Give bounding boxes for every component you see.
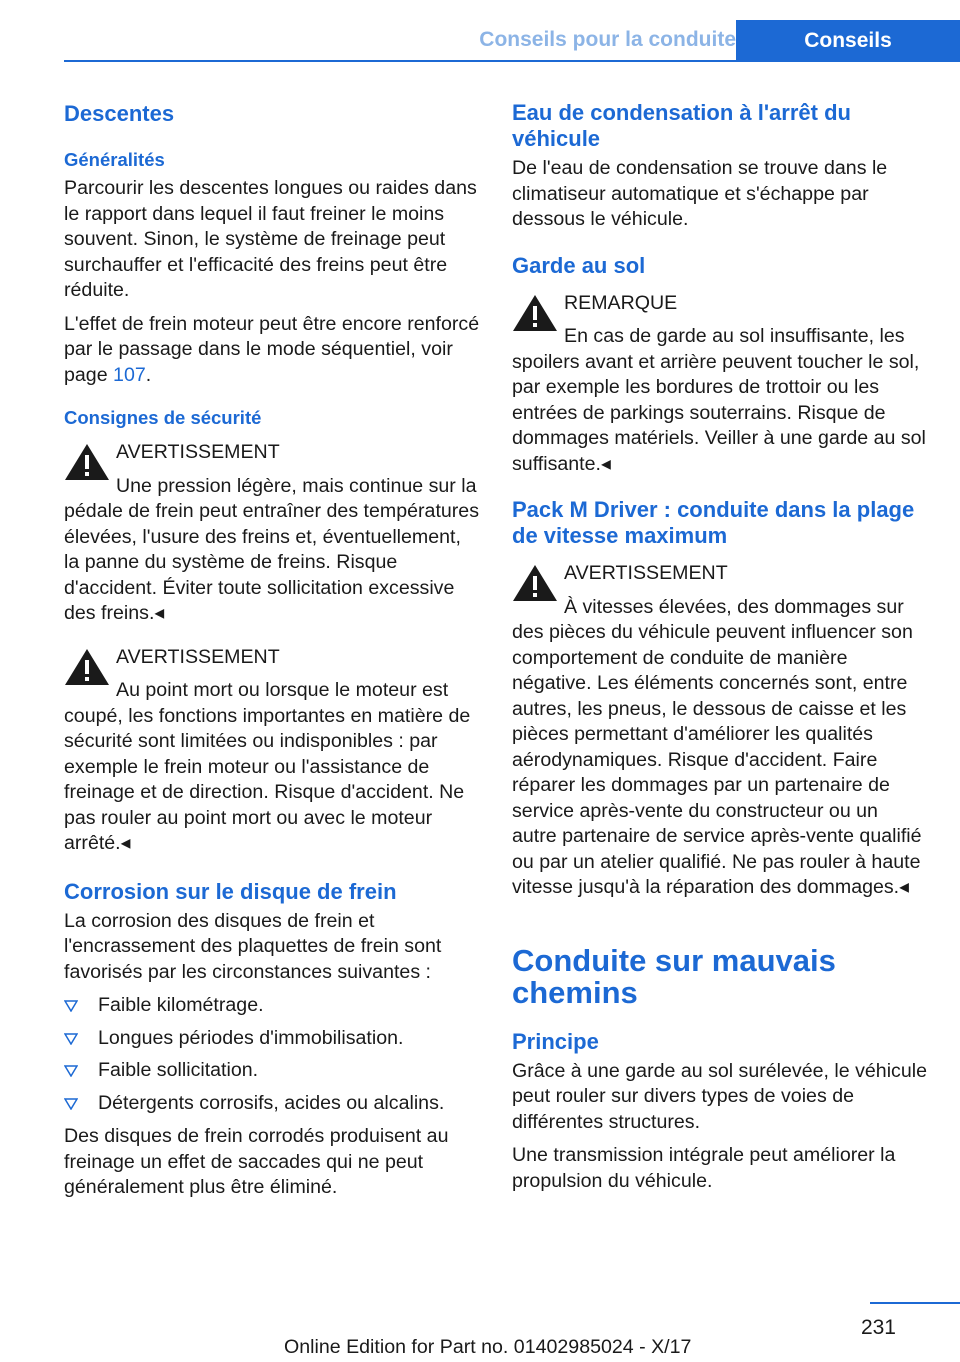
warning-text (64, 678, 480, 857)
warning-text (64, 474, 480, 627)
paragraph-descentes: Parcourir les descentes longues ou raides dans le rapport dans lequel il faut freiner le moins souvent. Sinon, le système de freinage peut surchauffer et l'efficacité des freins peut être réduite. (64, 177, 477, 301)
warning-block-2 (64, 645, 480, 857)
bullet-triangle-icon (64, 1098, 78, 1110)
paragraph-transmission: Une transmission intégrale peut améliorer la propulsion du véhicule. (512, 1144, 896, 1192)
note-text (512, 324, 928, 477)
warning-text-rest: pédale de frein peut entraîner des températures élevées, l'usure des freins et, éventuellement, la panne du système de freins. Risque d'accident. Éviter toute sollicitation excessive des freins.◂ (64, 500, 479, 624)
list-item (64, 993, 480, 1019)
heading-conduite-mauvais-chemins: Conduite sur mauvais chemins (512, 942, 836, 1010)
bullet-triangle-icon (64, 1033, 78, 1045)
right-column (512, 100, 928, 1202)
note-title: REMARQUE (564, 291, 678, 314)
paragraph-end: . (145, 363, 152, 386)
paragraph-principe: Grâce à une garde au sol surélevée, le véhicule peut rouler sur divers types de voies de différentes structures. (512, 1059, 927, 1133)
page-number: 231 (860, 1316, 896, 1339)
warning-text-first-line: Une pression légère, mais continue sur la (116, 474, 477, 497)
warning-block-3 (512, 561, 928, 901)
warning-title: AVERTISSEMENT (564, 562, 728, 584)
list-item (64, 1091, 480, 1117)
warning-block-1 (64, 440, 480, 627)
list-item-text: Faible kilométrage. (98, 994, 264, 1016)
paragraph-text: L'effet de frein moteur peut être encore renforcé par le passage dans le mode séquentiel, voir page (64, 312, 480, 386)
page-header (0, 0, 960, 62)
header-section-title: Conseils pour la conduite (479, 28, 736, 51)
warning-text (512, 595, 928, 901)
header-rule (64, 60, 960, 62)
heading-generalites: Généralités (64, 149, 165, 170)
header-chapter-tab: Conseils (736, 20, 960, 62)
note-block (512, 291, 928, 478)
left-column (64, 100, 480, 1209)
paragraph-corrosion: La corrosion des disques de frein et l'encrassement des plaquettes de frein sont favorisés par les circonstances suivantes : (64, 909, 442, 983)
note-text-rest: spoilers avant et arrière peuvent toucher le sol, par exemple les bordures de trottoir ou les entrées de parkings souterrains. Risque de dommages matériels. Veiller à une garde au sol suffisante.◂ (512, 350, 926, 475)
paragraph-saccades: Des disques de frein corrodés produisent au freinage un effet de saccades qui ne peut généralement plus être éliminé. (64, 1125, 449, 1198)
list-item-text: Longues périodes d'immobilisation. (98, 1026, 404, 1049)
list-item-text: Faible sollicitation. (98, 1059, 259, 1081)
footer-edition: Online Edition for Part no. 01402985024 - X/17 (284, 1336, 692, 1358)
page-link[interactable]: 107 (113, 363, 146, 386)
heading-descentes: Descentes (64, 101, 175, 126)
warning-title: AVERTISSEMENT (116, 645, 280, 668)
list-item (64, 1026, 480, 1052)
warning-triangle-icon (64, 442, 110, 482)
warning-text-first-line: À vitesses élevées, des dommages sur (564, 595, 904, 618)
warning-text-rest: des pièces du véhicule peuvent influencer son comportement de conduite de manière négative. Les éléments concernés sont, entre autres, les pneus, le dessous de caisse et les pièces permettant d'améliorer les qualités aérodynamiques. Risque d'accident. Faire réparer les dommages par un partenaire de service après-vente du constructeur ou un autre partenaire de service après-vente qualifié ou par un atelier qualifié. Ne pas rouler à haute vitesse jusqu'à la réparation des dommages.◂ (512, 621, 922, 898)
list-item-text: Détergents corrosifs, acides ou alcalins. (98, 1091, 445, 1114)
heading-pack-m-driver: Pack M Driver : conduite dans la plage de vitesse maximum (512, 497, 915, 548)
heading-principe: Principe (512, 1028, 599, 1054)
bullet-triangle-icon (64, 1065, 78, 1077)
warning-triangle-icon (64, 647, 110, 687)
paragraph-frein-moteur (64, 312, 480, 389)
circumstances-list (64, 993, 480, 1116)
bullet-triangle-icon (64, 1000, 78, 1012)
warning-text-rest: coupé, les fonctions importantes en matière de sécurité sont limitées ou indisponibles : par exemple le frein moteur ou l'assistance de freinage et de direction. Risque d'accident. Ne pas rouler au point mort ou avec le moteur arrêté.◂ (64, 704, 471, 854)
list-item (64, 1058, 480, 1084)
heading-eau-condensation: Eau de condensation à l'arrêt du véhicule (512, 100, 851, 151)
footer-rule (870, 1302, 960, 1304)
warning-text-first-line: Au point mort ou lorsque le moteur est (116, 679, 449, 701)
paragraph-condensation: De l'eau de condensation se trouve dans le climatiseur automatique et s'échappe par dessous le véhicule. (512, 157, 888, 230)
warning-triangle-icon (512, 563, 558, 603)
heading-corrosion: Corrosion sur le disque de frein (64, 878, 397, 904)
heading-garde-au-sol: Garde au sol (512, 252, 646, 278)
note-text-first-line: En cas de garde au sol insuffisante, les (564, 325, 905, 347)
warning-triangle-icon (512, 293, 558, 333)
warning-title: AVERTISSEMENT (116, 441, 280, 463)
heading-consignes: Consignes de sécurité (64, 407, 262, 428)
